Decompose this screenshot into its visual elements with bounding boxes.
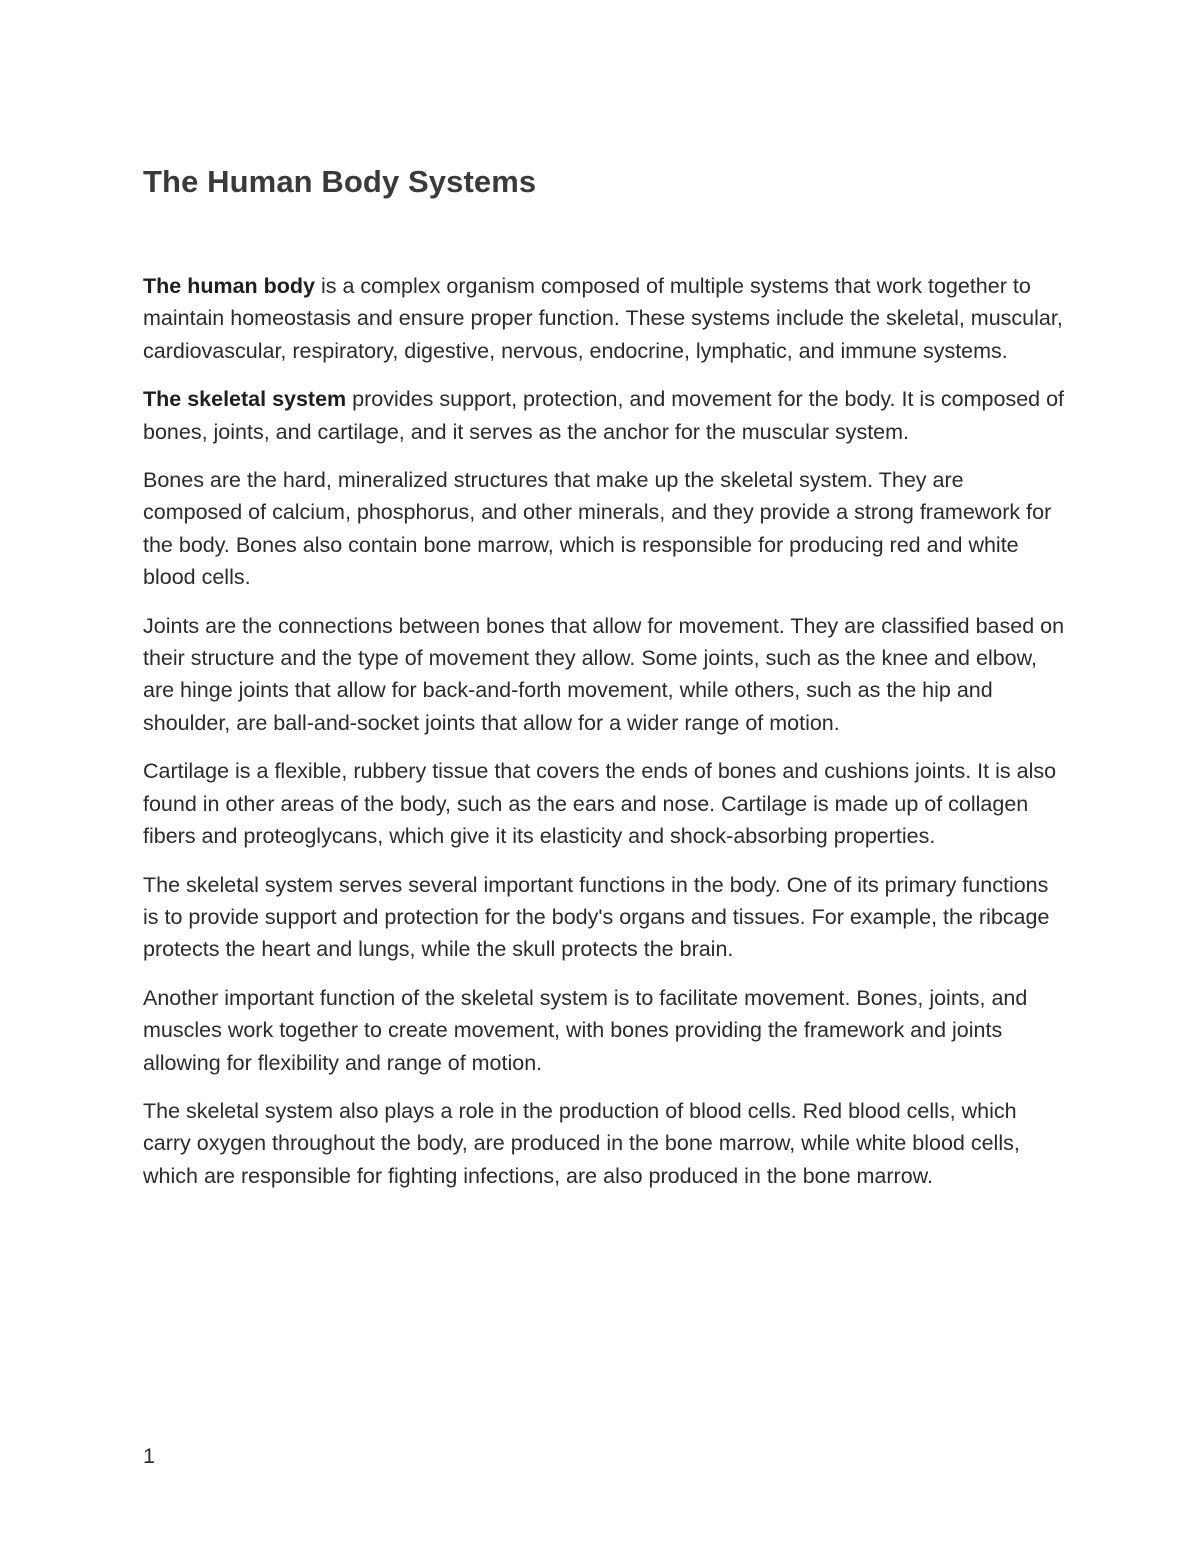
paragraph-text: The skeletal system serves several important functions in the body. One of its primary functions is to provide support and protection for the body's organs and tissues. For example, the ribcage protects the heart and lungs, while the skull protects the brain. [143,872,1050,962]
document-content [143,160,1068,1208]
paragraph-blood-cells [143,1095,1068,1192]
paragraph-lead: The human body [143,274,315,298]
paragraph-intro [143,270,1068,367]
paragraph-text: Cartilage is a flexible, rubbery tissue that covers the ends of bones and cushions joints. It is also found in other areas of the body, such as the ears and nose. Cartilage is made up of collagen fibers and proteoglycans, which give it its elasticity and shock-absorbing properties. [143,759,1057,849]
paragraph-text: provides support, protection, and movement for the body. It is composed of bones, joints, and cartilage, and it serves as the anchor for the muscular system. [143,387,1065,444]
paragraph-lead: The skeletal system [143,387,347,412]
paragraph-text: is a complex organism composed of multiple systems that work together to maintain homeostasis and ensure proper function. These systems include the skeletal, muscular, cardiovascular, respiratory, digestive, nervous, endocrine, lymphatic, and immune systems. [143,274,1063,363]
paragraph-text: Another important function of the skeletal system is to facilitate movement. Bones, joints, and muscles work together to create movement, with bones providing the framework and joints allowing for flexibility and range of motion. [143,985,1028,1075]
paragraph-cartilage [143,755,1068,852]
paragraph-movement [143,982,1068,1079]
paragraph-joints [143,610,1068,740]
paragraph-bones [143,464,1068,594]
paragraph-text: Bones are the hard, mineralized structures that make up the skeletal system. They are composed of calcium, phosphorus, and other minerals, and they provide a strong framework for the body. Bones also contain bone marrow, which is responsible for producing red and white blood cells. [143,468,1052,590]
paragraph-skeletal-system [143,383,1068,448]
document-title: The Human Body Systems [143,164,537,199]
paragraph-text: Joints are the connections between bones that allow for movement. They are classified based on their structure and the type of movement they allow. Some joints, such as the knee and elbow, are hinge joints that allow for back-and-forth movement, while others, such as the hip and shoulder, are ball-and-socket joints that allow for a wider range of motion. [143,613,1065,735]
page-number: 1 [143,1444,155,1468]
paragraph-functions [143,869,1068,966]
paragraph-text: The skeletal system also plays a role in the production of blood cells. Red blood cells, which carry oxygen throughout the body, are produced in the bone marrow, while white blood cells, which are responsible for fighting infections, are also produced in the bone marrow. [143,1098,1020,1188]
